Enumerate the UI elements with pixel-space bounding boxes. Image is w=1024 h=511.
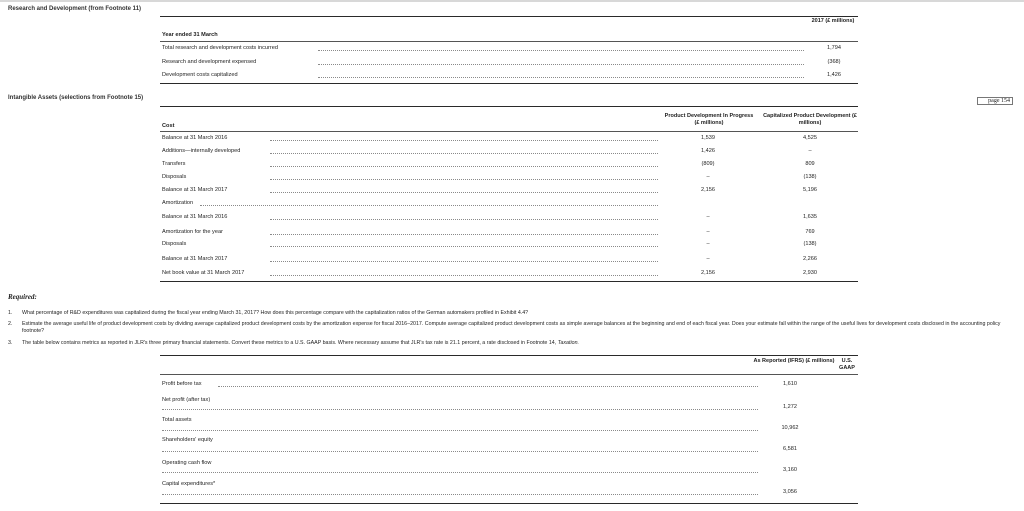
question-1-text: What percentage of R&D expenditures was capitalized during the fiscal year ending March 31, 2017? How does this percentage compare with the capitalization ratios of the German automakers profiled in Exhibit 4.4? <box>22 310 529 316</box>
dot-leader <box>162 409 758 410</box>
intangibles-col2-value: 2,930 <box>803 270 817 276</box>
dot-leader <box>162 451 758 452</box>
dot-leader <box>270 166 658 167</box>
dot-leader <box>162 472 758 473</box>
top-border <box>0 0 1024 2</box>
intangibles-col2-value: 769 <box>805 229 815 235</box>
intangibles-row-label: Balance at 31 March 2017 <box>162 256 228 262</box>
gaap-row-value: 1,610 <box>783 381 797 387</box>
intangibles-row-label: Additions—internally developed <box>162 148 241 154</box>
page-label: page 154 <box>977 97 1013 105</box>
intangibles-col2-header: Capitalized Product Development (£ millions) <box>763 113 857 126</box>
gaap-bottom-rule <box>160 503 858 504</box>
rd-row-label: Research and development expensed <box>162 59 257 65</box>
question-2-text: Estimate the average useful life of product development costs by dividing average capitalized product development costs by the amortization expense for fiscal 2016–2017. Compute average capitalized product development costs as simple average balances at the beginning and end of each fiscal year. Does your estimate fall within the range of the useful lives for development costs disclosed in the accounting policy footnote? <box>22 321 1001 334</box>
dot-leader <box>270 234 658 235</box>
dot-leader <box>162 430 758 431</box>
intangibles-col1-value: 2,156 <box>701 270 715 276</box>
intangibles-row-label: Balance at 31 March 2016 <box>162 214 228 220</box>
rd-row-value: 1,794 <box>827 45 841 51</box>
dot-leader <box>270 261 658 262</box>
rd-row-value: (368) <box>827 59 841 65</box>
intangibles-row-label: Disposals <box>162 174 187 180</box>
question-3-text <box>22 340 579 346</box>
dot-leader <box>270 219 658 220</box>
intangibles-col2-value: 1,635 <box>803 214 817 220</box>
gaap-row-value: 3,056 <box>783 489 797 495</box>
gaap-row-value: 3,160 <box>783 467 797 473</box>
question-1-number: 1. <box>8 310 13 316</box>
gaap-row-value: 1,272 <box>783 404 797 410</box>
intangibles-row-label: Amortization <box>162 200 194 206</box>
intangibles-col1-value: 2,156 <box>701 187 715 193</box>
dot-leader <box>270 246 658 247</box>
rd-row-label: Development costs capitalized <box>162 72 238 78</box>
gaap-row-label: Net profit (after tax) <box>162 397 211 403</box>
gaap-row-label: Shareholders' equity <box>162 437 213 443</box>
intangibles-col1-value: 1,426 <box>701 148 715 154</box>
dot-leader <box>270 275 658 276</box>
gaap-row-value: 10,962 <box>781 425 799 431</box>
rd-header-rule <box>160 41 858 42</box>
intangibles-col1-value: – <box>706 174 710 180</box>
rd-section-title: Research and Development (from Footnote 11) <box>8 6 142 12</box>
intangibles-row-label: Net book value at 31 March 2017 <box>162 270 245 276</box>
intangibles-col2-value: 809 <box>805 161 815 167</box>
dot-leader <box>270 192 658 193</box>
rd-row-label: Total research and development costs incurred <box>162 45 278 51</box>
dot-leader <box>318 64 804 65</box>
gaap-col1-header: As Reported (IFRS) (£ millions) <box>753 358 835 364</box>
intangibles-col1-value: – <box>706 229 710 235</box>
intangibles-bottom-rule <box>160 281 858 282</box>
dot-leader <box>270 179 658 180</box>
dot-leader <box>318 50 804 51</box>
intangibles-col2-value: 4,525 <box>803 135 817 141</box>
question-3-body: The table below contains metrics as reported in JLR's three primary financial statements. Convert these metrics to a U.S. GAAP basis. Where necessary assume that JLR's tax rate is 21.1 percent, a rate disclosed in Footnote 14, <box>22 340 557 346</box>
dot-leader <box>270 140 658 141</box>
intangibles-col1-value: (809) <box>701 161 715 167</box>
intangibles-header-rule <box>160 131 858 132</box>
intangibles-col2-value: (138) <box>803 174 817 180</box>
gaap-row-label: Operating cash flow <box>162 460 212 466</box>
intangibles-row-label: Balance at 31 March 2017 <box>162 187 228 193</box>
rd-col-header: Year ended 31 March <box>162 32 218 38</box>
intangibles-row-label: Balance at 31 March 2016 <box>162 135 228 141</box>
intangibles-row-label: Disposals <box>162 241 187 247</box>
intangibles-row-label: Transfers <box>162 161 186 167</box>
intangibles-col2-value: – <box>808 148 812 154</box>
intangibles-row-header: Cost <box>162 123 175 129</box>
question-3-number: 3. <box>8 340 13 346</box>
dot-leader <box>218 386 758 387</box>
intangibles-col1-header: Product Development In Progress (£ millions) <box>664 113 754 126</box>
gaap-header-rule <box>160 374 858 375</box>
intangibles-top-rule <box>160 106 858 107</box>
required-title: Required: <box>8 293 37 301</box>
gaap-top-rule <box>160 355 858 356</box>
intangibles-col2-value: 2,266 <box>803 256 817 262</box>
dot-leader <box>162 494 758 495</box>
gaap-row-label: Total assets <box>162 417 192 423</box>
dot-leader <box>200 205 658 206</box>
intangibles-col1-value: – <box>706 241 710 247</box>
gaap-row-label: Profit before tax <box>162 381 202 387</box>
dot-leader <box>270 153 658 154</box>
rd-row-value: 1,426 <box>827 72 841 78</box>
intangibles-col1-value: 1,539 <box>701 135 715 141</box>
intangibles-section-title: Intangible Assets (selections from Footnote 15) <box>8 95 144 101</box>
gaap-row-label: Capital expenditures* <box>162 481 216 487</box>
gaap-col2-header: U.S. GAAP <box>839 358 855 371</box>
intangibles-col1-value: – <box>706 256 710 262</box>
rd-top-rule <box>160 16 858 17</box>
rd-value-header: 2017 (£ millions) <box>811 18 855 24</box>
dot-leader <box>318 77 804 78</box>
intangibles-col2-value: 5,196 <box>803 187 817 193</box>
intangibles-col1-value: – <box>706 214 710 220</box>
intangibles-col2-value: (138) <box>803 241 817 247</box>
gaap-row-value: 6,581 <box>783 446 797 452</box>
rd-bottom-rule <box>160 83 858 84</box>
question-2-number: 2. <box>8 321 13 327</box>
question-3-italic: Taxation. <box>557 340 580 346</box>
intangibles-row-label: Amortization for the year <box>162 229 223 235</box>
